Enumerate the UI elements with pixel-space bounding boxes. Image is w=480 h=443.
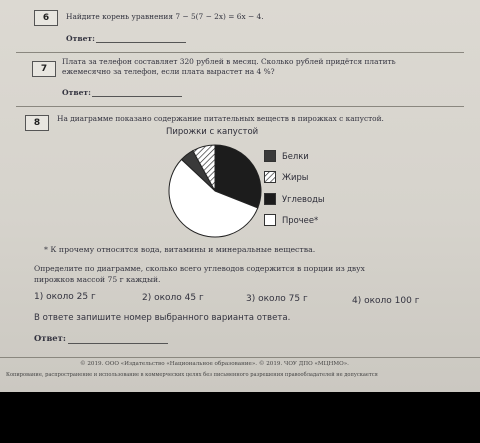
question-6-text: Найдите корень уравнения 7 − 5(7 − 2x) = 6x − 4. [66,12,264,21]
question-8-note: * К прочему относятся вода, витамины и минеральные вещества. [44,245,316,254]
legend-label-other: Прочее* [282,215,319,225]
question-8-answer-label: Ответ: [34,333,66,343]
option-3[interactable]: 3) около 75 г [246,294,308,304]
legend-item-carbs [264,193,324,205]
option-4[interactable]: 4) около 100 г [352,296,420,306]
divider [16,52,464,53]
legend-item-proteins [264,150,309,162]
legend-swatch-fats [264,171,276,183]
question-7-answer-field[interactable] [92,96,182,97]
question-6-number: 6 [34,10,58,26]
footer-copy-notice: Копирование, распространение и использование в коммерческих целях без письменного разрешения правообладателей не допускается [6,372,378,378]
legend-label-proteins: Белки [282,151,309,161]
legend-label-carbs: Углеводы [282,194,325,204]
question-6-answer-label: Ответ: [66,34,95,43]
legend-swatch-carbs [264,193,276,205]
legend-item-other [264,214,318,226]
option-1[interactable]: 1) около 25 г [34,292,96,302]
question-7-line1: Плата за телефон составляет 320 рублей в месяц. Сколько рублей придётся платить [62,57,396,66]
question-8-question-line2: пирожков массой 75 г каждый. [34,275,161,284]
question-8-instruction: В ответе запишите номер выбранного варианта ответа. [34,313,291,323]
question-8-intro: На диаграмме показано содержание питательных веществ в пирожках с капустой. [57,114,384,123]
question-8-question-line1: Определите по диаграмме, сколько всего углеводов содержится в порции из двух [34,264,365,273]
question-6-answer-field[interactable] [96,42,186,43]
question-8-number: 8 [25,115,49,131]
legend-swatch-proteins [264,150,276,162]
legend-item-fats [264,171,308,183]
pie-chart [165,141,265,241]
question-7-line2: ежемесячно за телефон, если плата вырастет на 4 %? [62,67,275,76]
question-8-answer-field[interactable] [68,343,168,344]
question-7-number: 7 [32,61,56,77]
chart-title: Пирожки с капустой [166,127,259,137]
footer-divider [0,357,480,358]
legend-label-fats: Жиры [282,172,309,182]
question-7-answer-label: Ответ: [62,88,91,97]
footer-copyright: © 2019. ООО «Издательство «Национальное образование». © 2019. ЧОУ ДПО «МЦНМО». [80,361,349,367]
option-2[interactable]: 2) около 45 г [142,293,204,303]
divider [16,106,464,107]
legend-swatch-other [264,214,276,226]
